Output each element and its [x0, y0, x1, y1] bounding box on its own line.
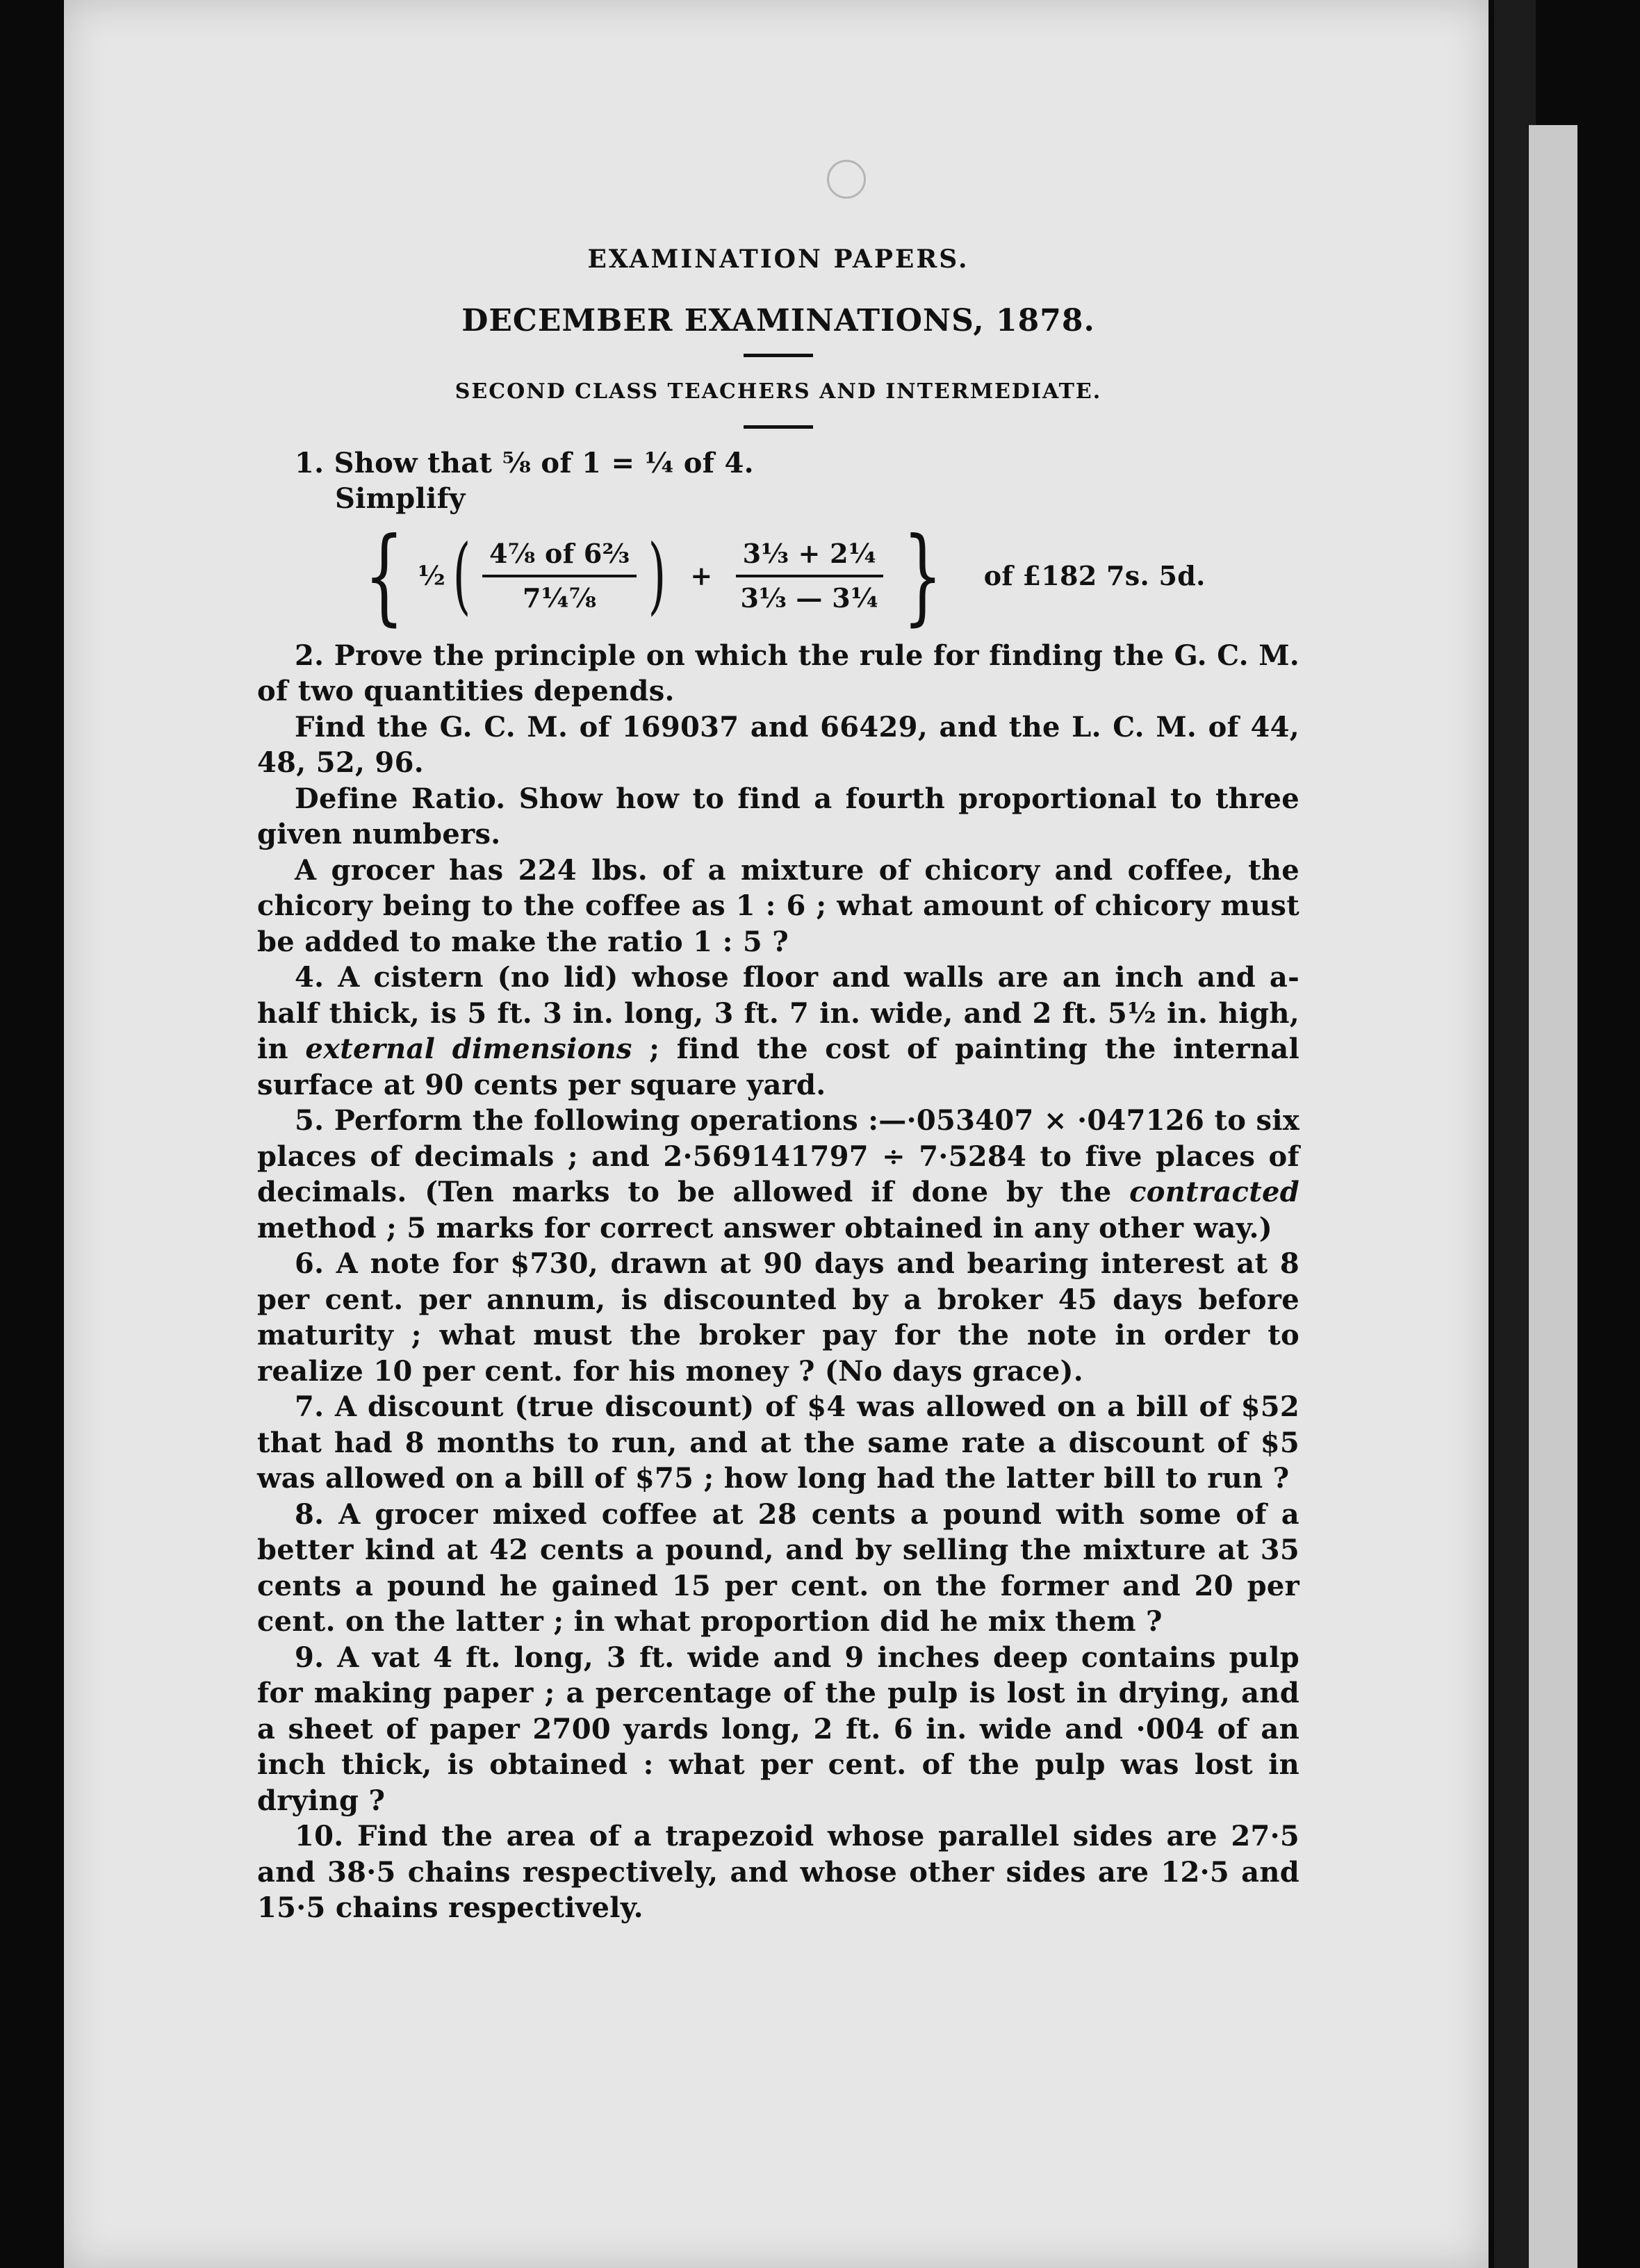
- question-4-text: 4. A cistern (no lid) whose floor and walls are an inch and a-half thick, is 5 ft. 3 in. long, 3 ft. 7 in. wide, and 2 ft. 5½ in. high, in: [257, 961, 1299, 1065]
- right-brace: }: [903, 515, 943, 636]
- section-divider: [744, 425, 813, 429]
- question-4-text-end: ; find the cost of painting the internal surface at 90 cents per square yard.: [257, 1033, 1299, 1101]
- right-paren: ): [648, 527, 666, 624]
- question-2: 2. Prove the principle on which the rule for finding the G. C. M. of two quantities depends.: [257, 639, 1299, 707]
- coefficient: ½: [418, 559, 446, 591]
- sum-amount: of £182 7s. 5d.: [983, 559, 1206, 591]
- question-5-text: 5. Perform the following operations :—·053407 × ·047126 to six places of decimals ; and 2·569141797 ÷ 7·5284 to five places of decimals. (Ten marks to be allowed if done by the: [257, 1104, 1299, 1208]
- question-10: 10. Find the area of a trapezoid whose parallel sides are 27·5 and 38·5 chains respectively, and whose other sides are 12·5 and 15·5 chains respectively.: [257, 1820, 1299, 1924]
- title-divider: [744, 354, 813, 357]
- page-mark: [827, 160, 866, 199]
- fraction-1-numerator: 4⅞ of 6⅔: [482, 536, 637, 577]
- question-7: 7. A discount (true discount) of $4 was allowed on a bill of $52 that had 8 months to run, and at the same rate a discount of $5 was allowed on a bill of $75 ; how long had the latter bill to run ?: [257, 1390, 1299, 1495]
- question-5: [257, 1103, 1299, 1246]
- fraction-1: [482, 536, 637, 616]
- left-paren: (: [452, 527, 471, 624]
- adjacent-page-edge: [1529, 125, 1577, 2268]
- series-heading: EXAMINATION PAPERS.: [587, 245, 969, 274]
- question-3-part-b: A grocer has 224 lbs. of a mixture of chicory and coffee, the chicory being to the coffee as 1 : 6 ; what amount of chicory must be added to make the ratio 1 : 5 ?: [257, 853, 1299, 958]
- fraction-2: [734, 536, 885, 616]
- exam-text: [257, 236, 1299, 1926]
- question-8: 8. A grocer mixed coffee at 28 cents a pound with some of a better kind at 42 cents a pound, and by selling the mixture at 35 cents a pound he gained 15 per cent. on the former and 20 per cent. on the latter ; in what proportion did he mix them ?: [257, 1497, 1299, 1638]
- question-5-text-end: method ; 5 marks for correct answer obtained in any other way.): [257, 1211, 1272, 1244]
- plus-sign: +: [690, 559, 713, 591]
- fraction-1-denominator: 7¼⅞: [523, 582, 597, 614]
- class-heading: SECOND CLASS TEACHERS AND INTERMEDIATE.: [454, 379, 1102, 404]
- left-brace: {: [364, 515, 404, 636]
- question-9: 9. A vat 4 ft. long, 3 ft. wide and 9 inches deep contains pulp for making paper ; a percentage of the pulp is lost in drying, and a sheet of paper 2700 yards long, 2 ft. 6 in. wide and ·004 of an inch thick, is obtained : what per cent. of the pulp was lost in drying ?: [257, 1641, 1299, 1817]
- fraction-2-numerator: 3⅓ + 2¼: [736, 536, 883, 577]
- question-3: Define Ratio. Show how to find a fourth proportional to three given numbers.: [257, 782, 1299, 850]
- question-4-emphasis: external dimensions: [305, 1033, 632, 1065]
- question-1-simplify: Simplify: [335, 482, 466, 515]
- question-4: [257, 960, 1299, 1103]
- question-6: 6. A note for $730, drawn at 90 days and bearing interest at 8 per cent. per annum, is discounted by a broker 45 days before maturity ; what must the broker pay for the note in order to realize 10 per cent. for his money ? (No days grace).: [257, 1247, 1299, 1388]
- exam-title: DECEMBER EXAMINATIONS, 1878.: [461, 302, 1095, 338]
- fraction-2-denominator: 3⅓ — 3¼: [740, 582, 878, 614]
- question-2-part-b: Find the G. C. M. of 169037 and 66429, and the L. C. M. of 44, 48, 52, 96.: [257, 710, 1299, 779]
- question-5-emphasis: contracted: [1129, 1176, 1299, 1208]
- simplify-expression: [257, 515, 1299, 636]
- question-1: 1. Show that ⅝ of 1 = ¼ of 4.: [295, 446, 754, 479]
